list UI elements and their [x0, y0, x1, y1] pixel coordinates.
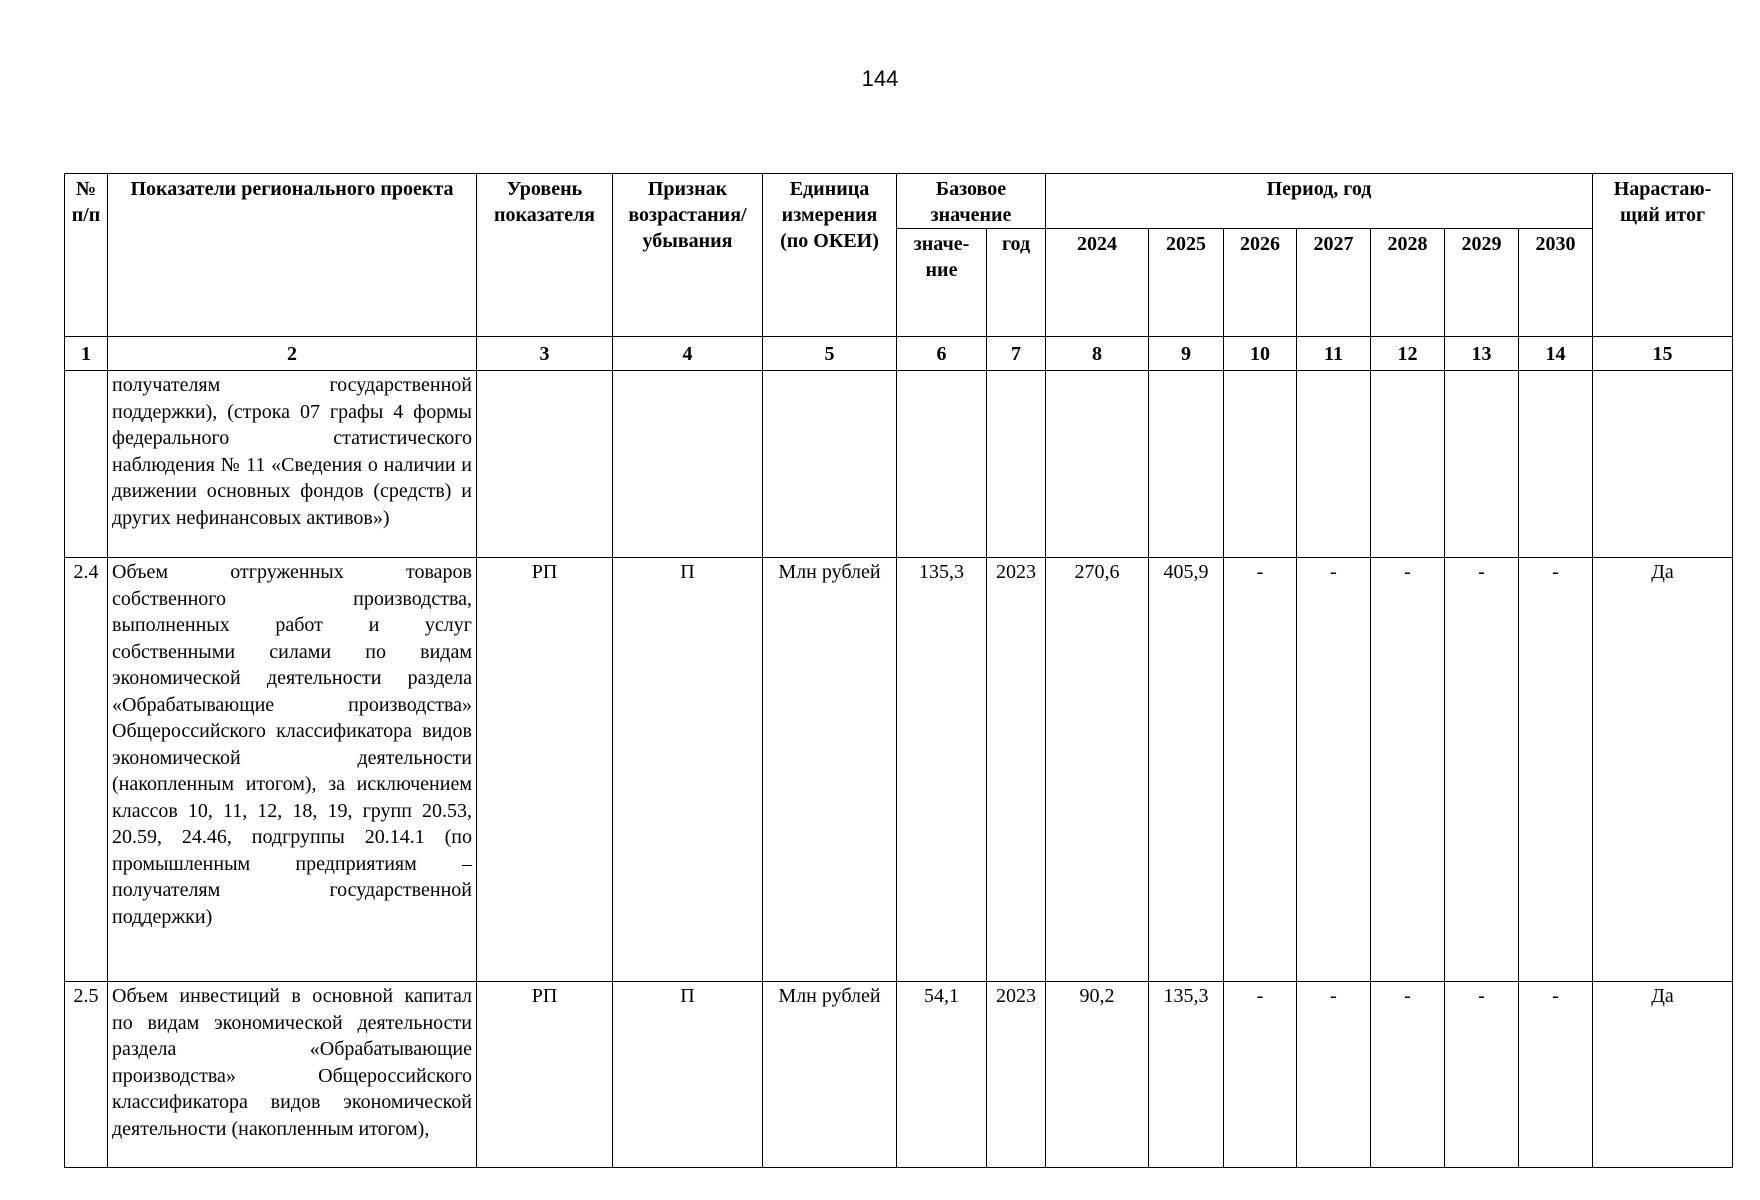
row-value-2027: - — [1297, 558, 1371, 982]
table-row — [65, 982, 1733, 1168]
row-cumulative — [1593, 371, 1733, 558]
row-value-2026 — [1224, 371, 1297, 558]
row-value-2026: - — [1224, 982, 1297, 1168]
column-number: 2 — [108, 337, 477, 371]
column-number: 11 — [1297, 337, 1371, 371]
column-number: 15 — [1593, 337, 1733, 371]
table-row — [65, 371, 1733, 558]
row-value-2030 — [1519, 371, 1593, 558]
row-value-2025 — [1149, 371, 1224, 558]
row-base-value — [897, 371, 987, 558]
page-number: 144 — [861, 66, 899, 91]
row-value-2030: - — [1519, 982, 1593, 1168]
row-base-year: 2023 — [987, 558, 1046, 982]
header-year-2030: 2030 — [1519, 229, 1593, 337]
row-level — [477, 371, 613, 558]
row-value-2024 — [1046, 371, 1149, 558]
row-indicator: получателям государственной поддержки), (строка 07 графы 4 формы федерального статистического наблюдения № 11 «Сведения о наличии и движении основных фондов (средств) и других нефинансовых активов») — [108, 371, 477, 558]
column-number: 9 — [1149, 337, 1224, 371]
header-sign: Признак возрастания/ убывания — [613, 174, 763, 337]
row-no: 2.4 — [65, 558, 108, 982]
column-number: 7 — [987, 337, 1046, 371]
table-row — [65, 558, 1733, 982]
row-cumulative: Да — [1593, 982, 1733, 1168]
header-year-2024: 2024 — [1046, 229, 1149, 337]
row-value-2028: - — [1371, 558, 1445, 982]
header-unit: Единица измерения (по ОКЕИ) — [763, 174, 897, 337]
column-number: 5 — [763, 337, 897, 371]
header-period: Период, год — [1046, 174, 1593, 229]
row-value-2027 — [1297, 371, 1371, 558]
row-value-2025: 135,3 — [1149, 982, 1224, 1168]
column-number: 12 — [1371, 337, 1445, 371]
column-number: 3 — [477, 337, 613, 371]
column-number: 10 — [1224, 337, 1297, 371]
header-level: Уровень показателя — [477, 174, 613, 337]
row-indicator: Объем отгруженных товаров собственного производства, выполненных работ и услуг собственными силами по видам экономической деятельности раздела «Обрабатывающие производства» Общероссийского классификатора видов экономической деятельности (накопленным итогом), за исключением классов 10, 11, 12, 18, 19, групп 20.53, 20.59, 24.46, подгруппы 20.14.1 (по промышленным предприятиям – получателям государственной поддержки) — [108, 558, 477, 982]
header-no: № п/п — [65, 174, 108, 337]
row-level: РП — [477, 558, 613, 982]
row-base-year — [987, 371, 1046, 558]
header-cumulative: Нарастаю- щий итог — [1593, 174, 1733, 337]
row-sign: П — [613, 982, 763, 1168]
row-value-2029 — [1445, 371, 1519, 558]
row-unit: Млн рублей — [763, 982, 897, 1168]
row-value-2030: - — [1519, 558, 1593, 982]
header-year-2025: 2025 — [1149, 229, 1224, 337]
row-value-2024: 90,2 — [1046, 982, 1149, 1168]
row-base-year: 2023 — [987, 982, 1046, 1168]
header-year-2028: 2028 — [1371, 229, 1445, 337]
header-indicator: Показатели регионального проекта — [108, 174, 477, 337]
row-sign — [613, 371, 763, 558]
row-cumulative: Да — [1593, 558, 1733, 982]
column-number: 4 — [613, 337, 763, 371]
indicators-table — [64, 173, 1733, 1168]
row-base-value: 135,3 — [897, 558, 987, 982]
row-value-2028 — [1371, 371, 1445, 558]
header-year-2029: 2029 — [1445, 229, 1519, 337]
header-base-year: год — [987, 229, 1046, 337]
row-base-value: 54,1 — [897, 982, 987, 1168]
row-value-2025: 405,9 — [1149, 558, 1224, 982]
row-value-2027: - — [1297, 982, 1371, 1168]
row-value-2024: 270,6 — [1046, 558, 1149, 982]
row-value-2029: - — [1445, 982, 1519, 1168]
row-no: 2.5 — [65, 982, 108, 1168]
column-number: 1 — [65, 337, 108, 371]
column-number: 8 — [1046, 337, 1149, 371]
row-unit — [763, 371, 897, 558]
column-numbers-row — [65, 337, 1733, 371]
column-number: 13 — [1445, 337, 1519, 371]
row-indicator: Объем инвестиций в основной капитал по видам экономической деятельности раздела «Обрабатывающие производства» Общероссийского классификатора видов экономической деятельности (накопленным итогом), — [108, 982, 477, 1168]
header-year-2026: 2026 — [1224, 229, 1297, 337]
column-number: 14 — [1519, 337, 1593, 371]
header-base: Базовое значение — [897, 174, 1046, 229]
header-base-value: значе- ние — [897, 229, 987, 337]
row-no — [65, 371, 108, 558]
row-level: РП — [477, 982, 613, 1168]
row-value-2029: - — [1445, 558, 1519, 982]
row-unit: Млн рублей — [763, 558, 897, 982]
column-number: 6 — [897, 337, 987, 371]
header-year-2027: 2027 — [1297, 229, 1371, 337]
header-row-1 — [65, 174, 1733, 229]
row-value-2028: - — [1371, 982, 1445, 1168]
row-value-2026: - — [1224, 558, 1297, 982]
row-sign: П — [613, 558, 763, 982]
